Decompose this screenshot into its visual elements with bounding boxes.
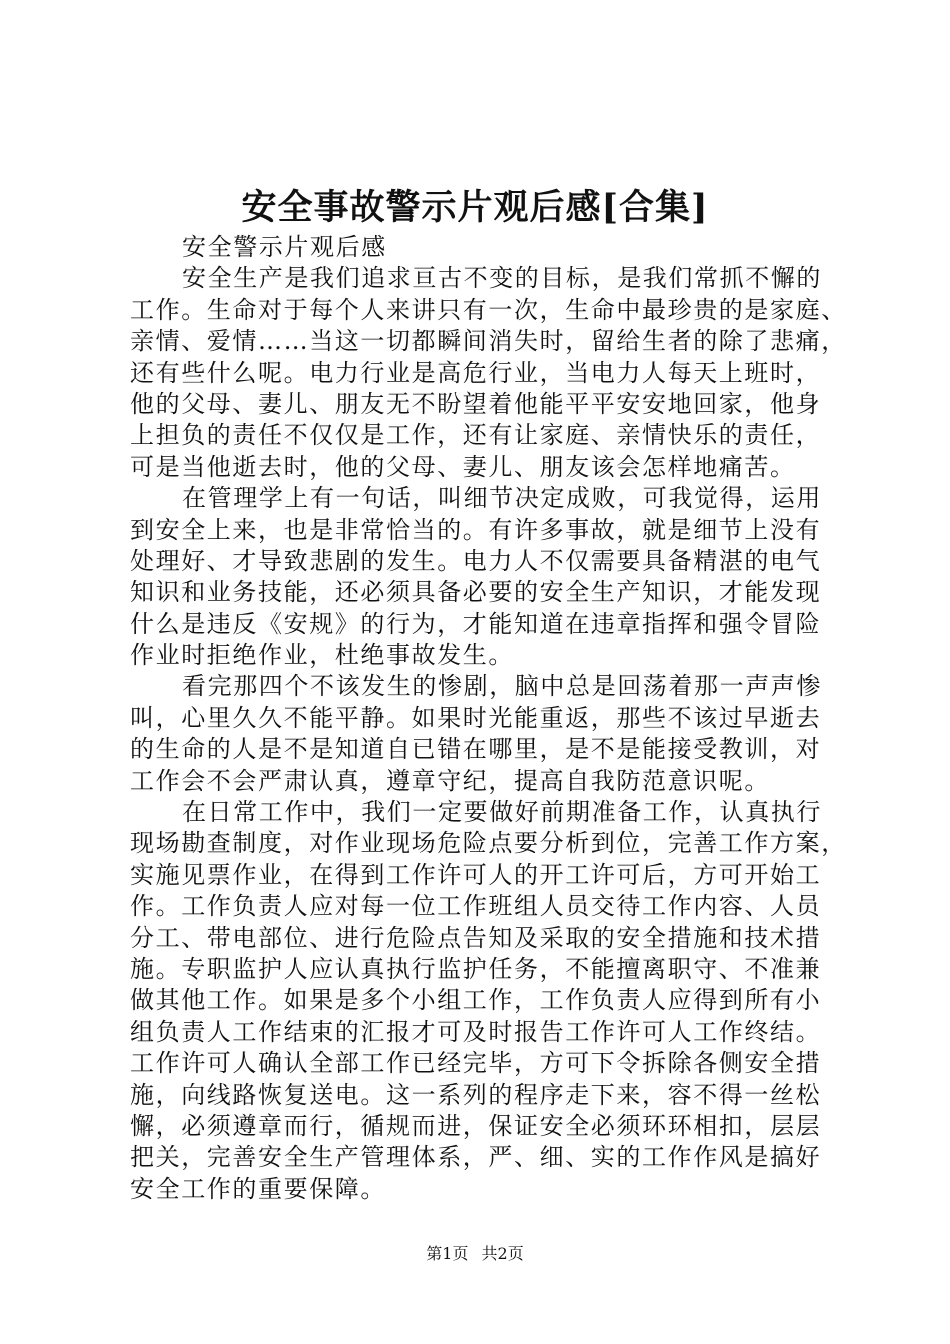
text-line: 分工、带电部位、进行危险点告知及采取的安全措施和技术措 <box>130 923 822 952</box>
text-line: 上担负的责任不仅仅是工作，还有让家庭、亲情快乐的责任， <box>130 421 822 450</box>
text-line: 现场勘查制度，对作业现场危险点要分析到位，完善工作方案， <box>130 829 847 858</box>
text-line: 叫，心里久久不能平静。如果时光能重返，那些不该过早逝去 <box>130 703 822 732</box>
text-line: 安全生产是我们追求亘古不变的目标，是我们常抓不懈的 <box>182 264 822 293</box>
text-line: 到安全上来，也是非常恰当的。有许多事故，就是细节上没有 <box>130 515 822 544</box>
text-line: 安全工作的重要保障。 <box>130 1174 386 1203</box>
text-line: 在日常工作中，我们一定要做好前期准备工作，认真执行 <box>182 798 822 827</box>
text-line: 安全警示片观后感 <box>182 233 387 261</box>
text-line: 把关，完善安全生产管理体系，严、细、实的工作作风是搞好 <box>130 1143 822 1172</box>
text-line: 工作。生命对于每个人来讲只有一次，生命中最珍贵的是家庭、 <box>130 295 847 324</box>
text-line: 什么是违反《安规》的行为，才能知道在违章指挥和强令冒险 <box>130 609 822 638</box>
text-line: 可是当他逝去时，他的父母、妻儿、朋友该会怎样地痛苦。 <box>130 452 796 481</box>
text-line: 施。专职监护人应认真执行监护任务，不能擅离职守、不准兼 <box>130 954 822 983</box>
text-line: 看完那四个不该发生的惨剧，脑中总是回荡着那一声声惨 <box>182 672 822 701</box>
text-line: 作业时拒绝作业，杜绝事故发生。 <box>130 641 514 670</box>
document-body <box>130 232 847 1205</box>
text-line: 组负责人工作结束的汇报才可及时报告工作许可人工作终结。 <box>130 1017 822 1046</box>
text-line: 在管理学上有一句话，叫细节决定成败，可我觉得，运用 <box>182 484 822 513</box>
page-number: 第1页 <box>426 1244 469 1263</box>
text-line: 作。工作负责人应对每一位工作班组人员交待工作内容、人员 <box>130 892 822 921</box>
page-total: 共2页 <box>481 1244 524 1263</box>
text-line: 他的父母、妻儿、朋友无不盼望着他能平平安安地回家，他身 <box>130 389 822 418</box>
text-line: 的生命的人是不是知道自已错在哪里，是不是能接受教训，对 <box>130 735 822 764</box>
text-line: 处理好、才导致悲剧的发生。电力人不仅需要具备精湛的电气 <box>130 546 822 575</box>
text-line: 施，向线路恢复送电。这一系列的程序走下来，容不得一丝松 <box>130 1080 822 1109</box>
text-line: 工作会不会严肃认真，遵章守纪，提高自我防范意识呢。 <box>130 766 770 795</box>
text-line: 懈，必须遵章而行，循规而进，保证安全必须环环相扣，层层 <box>130 1111 822 1140</box>
text-line: 还有些什么呢。电力行业是高危行业，当电力人每天上班时， <box>130 358 822 387</box>
text-line: 实施见票作业，在得到工作许可人的开工许可后，方可开始工 <box>130 860 822 889</box>
text-line: 知识和业务技能，还必须具备必要的安全生产知识，才能发现 <box>130 578 822 607</box>
document-title: 安全事故警示片观后感[合集] <box>241 187 709 228</box>
text-line: 工作许可人确认全部工作已经完毕，方可下令拆除各侧安全措 <box>130 1049 822 1078</box>
text-line: 做其他工作。如果是多个小组工作，工作负责人应得到所有小 <box>130 986 822 1015</box>
text-line: 亲情、爱情……当这一切都瞬间消失时，留给生者的除了悲痛， <box>130 327 847 356</box>
page-footer <box>0 1243 950 1265</box>
